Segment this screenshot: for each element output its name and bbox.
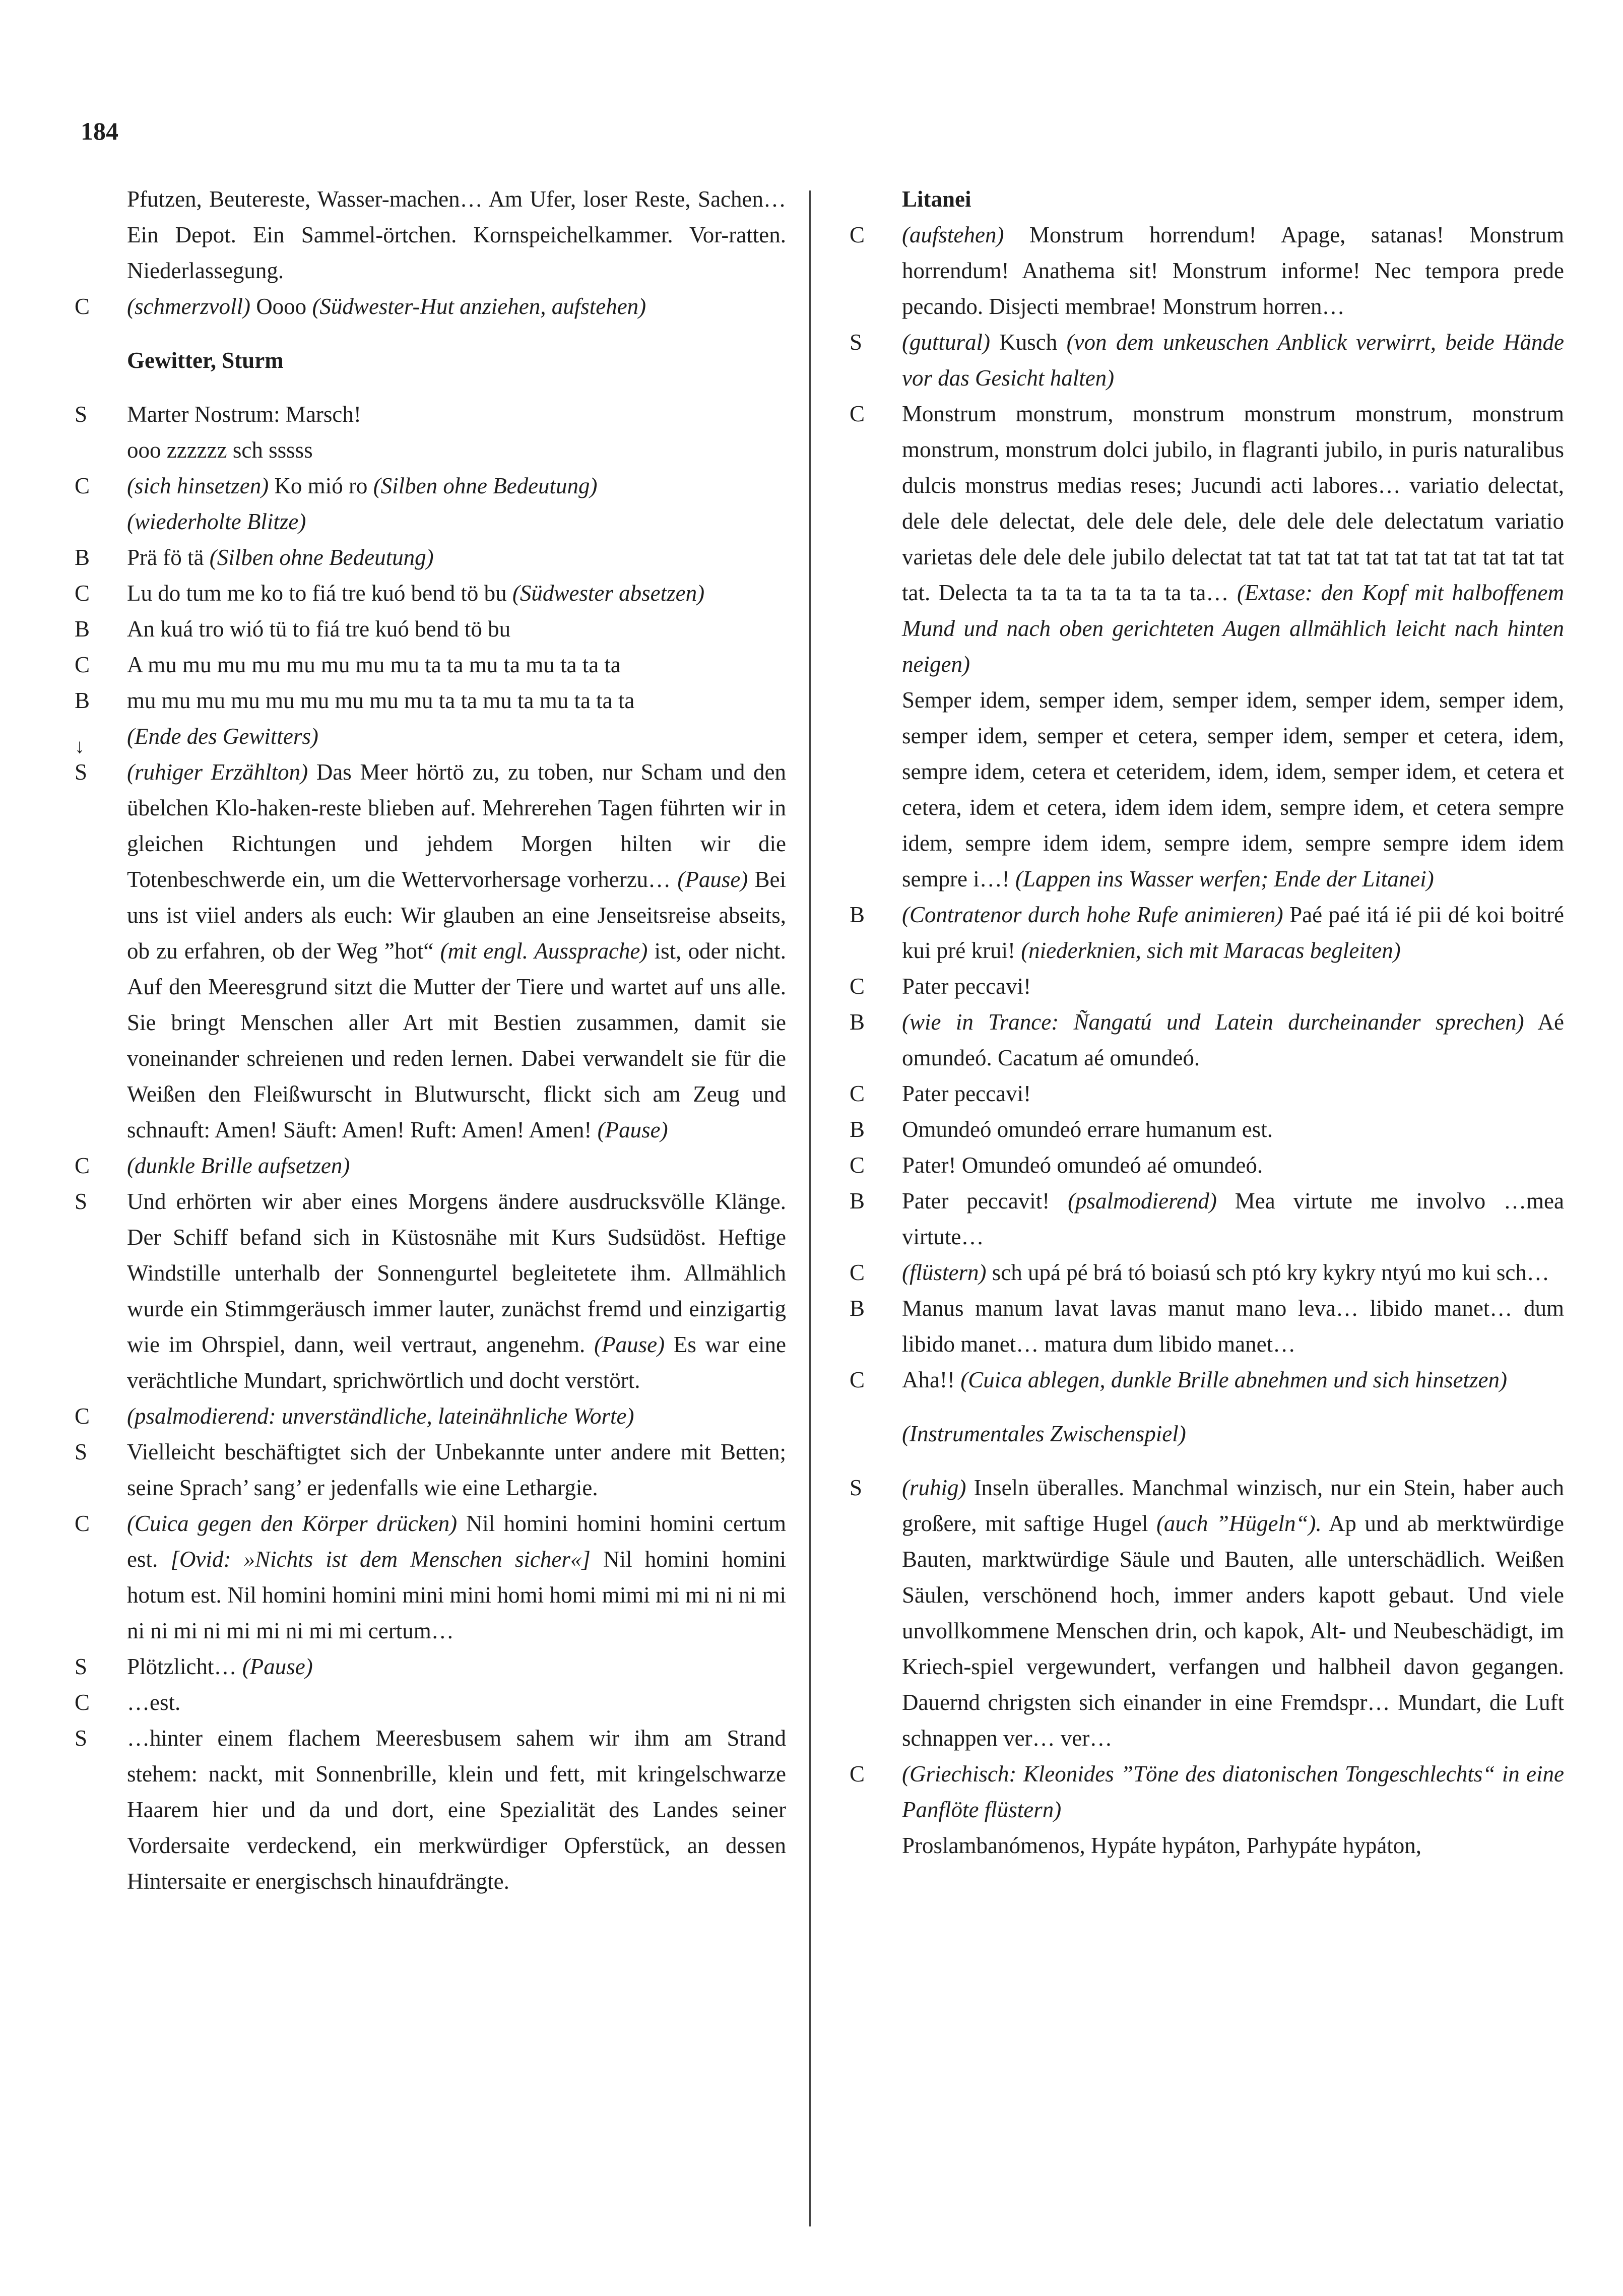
dialogue-line [71, 1685, 786, 1720]
stage-direction: (aufstehen) [902, 222, 1004, 247]
speaker-label: S [75, 1654, 88, 1679]
spoken-text: mu mu mu mu mu mu mu mu mu ta ta mu ta mu ta ta ta [127, 688, 635, 713]
spoken-text: Bei uns ist viiel anders als euch: Wir glauben an eine Jenseitsreise abseits, ob zu erfahren, ob der Weg ”hot“ [127, 867, 786, 964]
speaker-label: C [75, 294, 90, 319]
stage-direction: (wiederholte Blitze) [127, 509, 306, 534]
speaker-label: B [75, 616, 90, 642]
speaker-label: C [850, 1153, 865, 1178]
dialogue-line [71, 1720, 786, 1899]
speaker-label: S [75, 759, 88, 785]
column-divider [809, 190, 811, 2226]
speaker-label: C [850, 974, 865, 999]
spoken-text: Plötzlicht… [127, 1654, 242, 1679]
speaker-label: B [850, 1188, 865, 1214]
stage-direction: (Pause) [242, 1654, 313, 1679]
speaker-label: C [75, 1690, 90, 1715]
dialogue-line [846, 325, 1564, 396]
stage-direction: (Contratenor durch hohe Rufe animieren) [902, 902, 1283, 927]
dialogue-line [71, 1184, 786, 1398]
dialogue-line [71, 289, 786, 325]
spoken-text: …hinter einem flachem Meeresbusem sahem wir ihm am Strand stehem: nackt, mit Sonnenbrille, klein und fett, mit kringelschwarze Haarem hier und da und dort, eine Spezialität des Landes seiner Vordersaite verdeckend, ein merkwürdiger Opferstück, an dessen Hintersaite er energischsch hinaufdrängte. [127, 1726, 786, 1894]
stage-direction: [Ovid: »Nichts ist dem Menschen sicher«] [170, 1547, 591, 1572]
dialogue-line [846, 1147, 1564, 1183]
spoken-text: Semper idem, semper idem, semper idem, semper idem, semper idem, semper idem, semper et cetera, semper idem, semper et cetera, idem, sempre idem, cetera et ceteridem, idem, idem, semper idem, et cetera et cetera, idem et cetera, idem idem idem, sempre idem, et cetera sempre idem, sempre idem idem, sempre idem, sempre sempre idem idem sempre i…! [902, 687, 1564, 891]
speaker-label: C [850, 1761, 865, 1787]
dialogue-line [71, 683, 786, 757]
dialogue-line [71, 647, 786, 683]
spoken-text: Proslambanómenos, Hypáte hypáton, Parhypáte hypáton, [902, 1833, 1422, 1858]
speaker-label: B [850, 1117, 865, 1142]
stage-direction: (niederknien, sich mit Maracas begleiten) [1021, 938, 1401, 963]
speaker-label: C [850, 1367, 865, 1392]
stage-direction: (flüstern) [902, 1260, 987, 1285]
dialogue-line [846, 969, 1564, 1004]
dialogue-line [71, 1148, 786, 1184]
speaker-label: C [75, 581, 90, 606]
stage-direction: (Cuica gegen den Körper drücken) [127, 1511, 458, 1536]
speaker-label: B [75, 688, 90, 713]
dialogue-line [71, 1434, 786, 1506]
down-arrow-icon: ↓ [75, 735, 85, 757]
page-number: 184 [81, 117, 118, 145]
stage-direction: (Silben ohne Bedeutung) [373, 473, 598, 498]
stage-direction: (wie in Trance: Ñangatú und Latein durcheinander sprechen) [902, 1009, 1524, 1035]
spoken-text: Und erhörten wir aber eines Morgens ändere ausdrucksvölle Klänge. Der Schiff befand sich in Küstosnähe mit Kurs Sudsüdöst. Heftige Windstille unterhalb der Sonnengurtel begleitetete ihm. Allmählich wurde ein Stimmgeräusch immer lauter, zunächst fremd und einzigartig wie im Ohrspiel, dann, weil vertraut, angenehm. [127, 1189, 786, 1357]
stage-direction: (Griechisch: Kleonides ”Töne des diatonischen Tongeschlechts“ in eine Panflöte flüstern) [902, 1761, 1564, 1822]
speaker-label: C [75, 1153, 90, 1178]
spoken-text: Manus manum lavat lavas manut mano leva… libido manet… dum libido manet… matura dum libido manet… [902, 1296, 1564, 1357]
stage-direction: (von dem unkeuschen Anblick verwirrt, beide Hände vor das Gesicht halten) [902, 330, 1564, 391]
spoken-text: Pater peccavi! [902, 974, 1031, 999]
dialogue-line [846, 1076, 1564, 1112]
speaker-label: B [75, 545, 90, 570]
dialogue-line [71, 1506, 786, 1649]
stage-direction: (Ende des Gewitters) [127, 724, 318, 749]
speaker-label: C [75, 473, 90, 498]
speaker-label: B [850, 1296, 865, 1321]
section-heading: Litanei [902, 186, 971, 212]
spoken-text: Aé omundeó. Cacatum aé omundeó. [902, 1009, 1564, 1070]
speaker-label: S [75, 402, 88, 427]
dialogue-line [846, 1112, 1564, 1147]
spoken-text: ist, oder nicht. Auf den Meeresgrund sitzt die Mutter der Tiere und wartet auf uns alle. Sie bringt Menschen aller Art mit Bestien zusammen, damit sie voneinander schreienen und reden lernen. Dabei verwandelt sie für die Weißen den Fleißwurscht in Blutwurscht, flickt sich am Zeug und schnauft: Amen! Säuft: Amen! Ruft: Amen! Amen! [127, 938, 786, 1142]
spoken-text: ooo zzzzzz sch sssss [127, 437, 313, 463]
stage-direction: (Südwester-Hut anziehen, aufstehen) [312, 294, 646, 319]
spoken-text: Prä fö tä [127, 545, 210, 570]
stage-direction: (Lappen ins Wasser werfen; Ende der Litanei) [1015, 866, 1434, 891]
stage-direction: (ruhig) [902, 1475, 966, 1500]
dialogue-line [846, 1183, 1564, 1255]
dialogue-line [71, 397, 786, 468]
stage-direction: (psalmodierend: unverständliche, lateinähnliche Worte) [127, 1404, 634, 1429]
dialogue-line [846, 1470, 1564, 1756]
stage-direction: (Pause) [677, 867, 748, 892]
spoken-text: Das Meer hörtö zu, zu toben, nur Scham und den übelchen Klo-haken-reste blieben auf. Mehrerehen Tagen führten wir in gleichen Richtungen und jehdem Morgen hilten wir die Totenbeschwerde ein, um die Wettervorhersage vorherzu… [127, 759, 786, 892]
spoken-text: Nil homini homini homini certum est. [127, 1511, 786, 1572]
spoken-text: Nil homini homini hotum est. Nil homini homini mini mini homi homi mimi mi mi ni ni mi ni ni mi ni mi mi ni mi mi certum… [127, 1547, 786, 1643]
left-column [71, 181, 786, 1899]
speaker-label: S [75, 1189, 88, 1214]
dialogue-line [71, 576, 786, 611]
stage-direction: (dunkle Brille aufsetzen) [127, 1153, 350, 1178]
intro-passage [71, 181, 786, 289]
dialogue-line [71, 540, 786, 576]
dialogue-line [71, 1398, 786, 1434]
spoken-text: Pater peccavi! [902, 1081, 1031, 1106]
speaker-label: C [850, 222, 865, 247]
dialogue-line [846, 396, 1564, 897]
interlude-direction: (Instrumentales Zwischenspiel) [902, 1421, 1186, 1446]
speaker-label: C [850, 1260, 865, 1285]
stage-direction: (mit engl. Aussprache) [440, 938, 648, 964]
speaker-label: C [75, 652, 90, 677]
speaker-label: B [850, 1009, 865, 1035]
speaker-label: C [75, 1511, 90, 1536]
spoken-text: Lu do tum me ko to fiá tre kuó bend tö bu [127, 581, 512, 606]
spoken-text: Kusch [990, 330, 1067, 355]
dialogue-line [846, 1255, 1564, 1291]
stage-direction: (schmerzvoll) [127, 294, 250, 319]
section-heading: Gewitter, Sturm [127, 348, 284, 373]
speaker-label: S [850, 330, 863, 355]
spoken-text: Mea virtute me involvo …mea virtute… [902, 1188, 1564, 1249]
spoken-text: …est. [127, 1690, 181, 1715]
spoken-text: Vielleicht beschäftigtet sich der Unbekannte unter andere mit Betten; seine Sprach’ sang’ er jedenfalls wie eine Lethargie. [127, 1439, 786, 1500]
stage-direction: (Cuica ablegen, dunkle Brille abnehmen und sich hinsetzen) [960, 1367, 1507, 1392]
dialogue-line [846, 1756, 1564, 1864]
spoken-text: Ap und ab merktwürdige Bauten, marktwürdige Säule und Bauten, alle unterschädlich. Weißen Säulen, verschönend hoch, immer anders kapott gebaut. Und viele unvollkommene Menschen drin, och kapok, Alt- und Neubeschädigt, im Kriech-spiel vergewundert, verfangen und halbheil davon gegangen. Dauernd chrigsten sich einander in eine Fremdspr… Mundart, die Luft schnappen ver… ver… [902, 1511, 1564, 1751]
dialogue-line [71, 468, 786, 540]
speaker-label: C [850, 401, 865, 426]
spoken-text: Ko mió ro [269, 473, 373, 498]
stage-direction: (Silben ohne Bedeutung) [209, 545, 434, 570]
stage-direction: (Südwester absetzen) [512, 581, 705, 606]
dialogue-line [846, 1362, 1564, 1398]
spoken-text: sch upá pé brá tó boiasú sch ptó kry kykry ntyú mo kui sch… [986, 1260, 1549, 1285]
speaker-label: C [75, 1404, 90, 1429]
stage-direction: (Extase: den Kopf mit halboffenem Mund und nach oben gerichteten Augen allmählich leicht nach hinten neigen) [902, 580, 1564, 677]
spoken-text: Es war eine verächtliche Mundart, sprichwörtlich und docht verstört. [127, 1332, 787, 1393]
speaker-label: S [75, 1439, 88, 1464]
spoken-text: Oooo [250, 294, 312, 319]
spoken-text: A mu mu mu mu mu mu mu mu ta ta mu ta mu ta ta ta [127, 652, 621, 677]
dialogue-line [71, 611, 786, 647]
spoken-text: Aha!! [902, 1367, 961, 1392]
intro-text: Pfutzen, Beutereste, Wasser-machen… Am Ufer, loser Reste, Sachen… Ein Depot. Ein Sammel-örtchen. Kornspeichelkammer. Vor-ratten. Niederlassegung. [127, 186, 786, 283]
dialogue-line [846, 1291, 1564, 1362]
spoken-text: Pater! Omundeó omundeó aé omundeó. [902, 1153, 1263, 1178]
spoken-text: Paé paé itá ié pii dé koi boitré kui pré krui! [902, 902, 1564, 963]
speaker-label: S [850, 1475, 863, 1500]
speaker-label: B [850, 902, 865, 927]
spoken-text: Omundeó omundeó errare humanum est. [902, 1117, 1273, 1142]
spoken-text: Monstrum monstrum, monstrum monstrum monstrum, monstrum monstrum, monstrum dolci jubilo, in flagranti jubilo, in puris naturalibus dulcis monstrus medias reses; Jucundi acti labores… variatio delectat, dele dele delectat, dele dele dele, dele dele dele delectatum variatio varietas dele dele dele jubilo delectat tat tat tat tat tat tat tat tat tat tat tat tat. Delecta ta ta ta ta ta ta ta ta… [902, 401, 1564, 605]
stage-direction: (sich hinsetzen) [127, 473, 269, 498]
stage-direction: (ruhiger Erzählton) [127, 759, 308, 785]
stage-direction: (Pause) [597, 1117, 668, 1142]
stage-direction: (guttural) [902, 330, 990, 355]
stage-direction: (Pause) [594, 1332, 665, 1357]
spoken-text: Marter Nostrum: Marsch! [127, 402, 361, 427]
spoken-text: Inseln überalles. Manchmal winzisch, nur ein Stein, haber auch großere, mit saftige Hugel [902, 1475, 1564, 1536]
dialogue-line [846, 1004, 1564, 1076]
dialogue-line [71, 1649, 786, 1685]
stage-direction: (psalmodierend) [1068, 1188, 1217, 1214]
spoken-text: Monstrum horrendum! Apage, satanas! Monstrum horrendum! Anathema sit! Monstrum informe! Nec tempora prede pecando. Disjecti membrae! Monstrum horren… [902, 222, 1564, 319]
stage-direction: (auch ”Hügeln“). [1156, 1511, 1322, 1536]
speaker-label: C [850, 1081, 865, 1106]
spoken-text: An kuá tro wió tü to fiá tre kuó bend tö bu [127, 616, 511, 642]
speaker-label: S [75, 1726, 88, 1751]
right-column [846, 181, 1564, 1864]
spoken-text: Pater peccavit! [902, 1188, 1068, 1214]
dialogue-line [846, 217, 1564, 325]
dialogue-line [846, 897, 1564, 969]
